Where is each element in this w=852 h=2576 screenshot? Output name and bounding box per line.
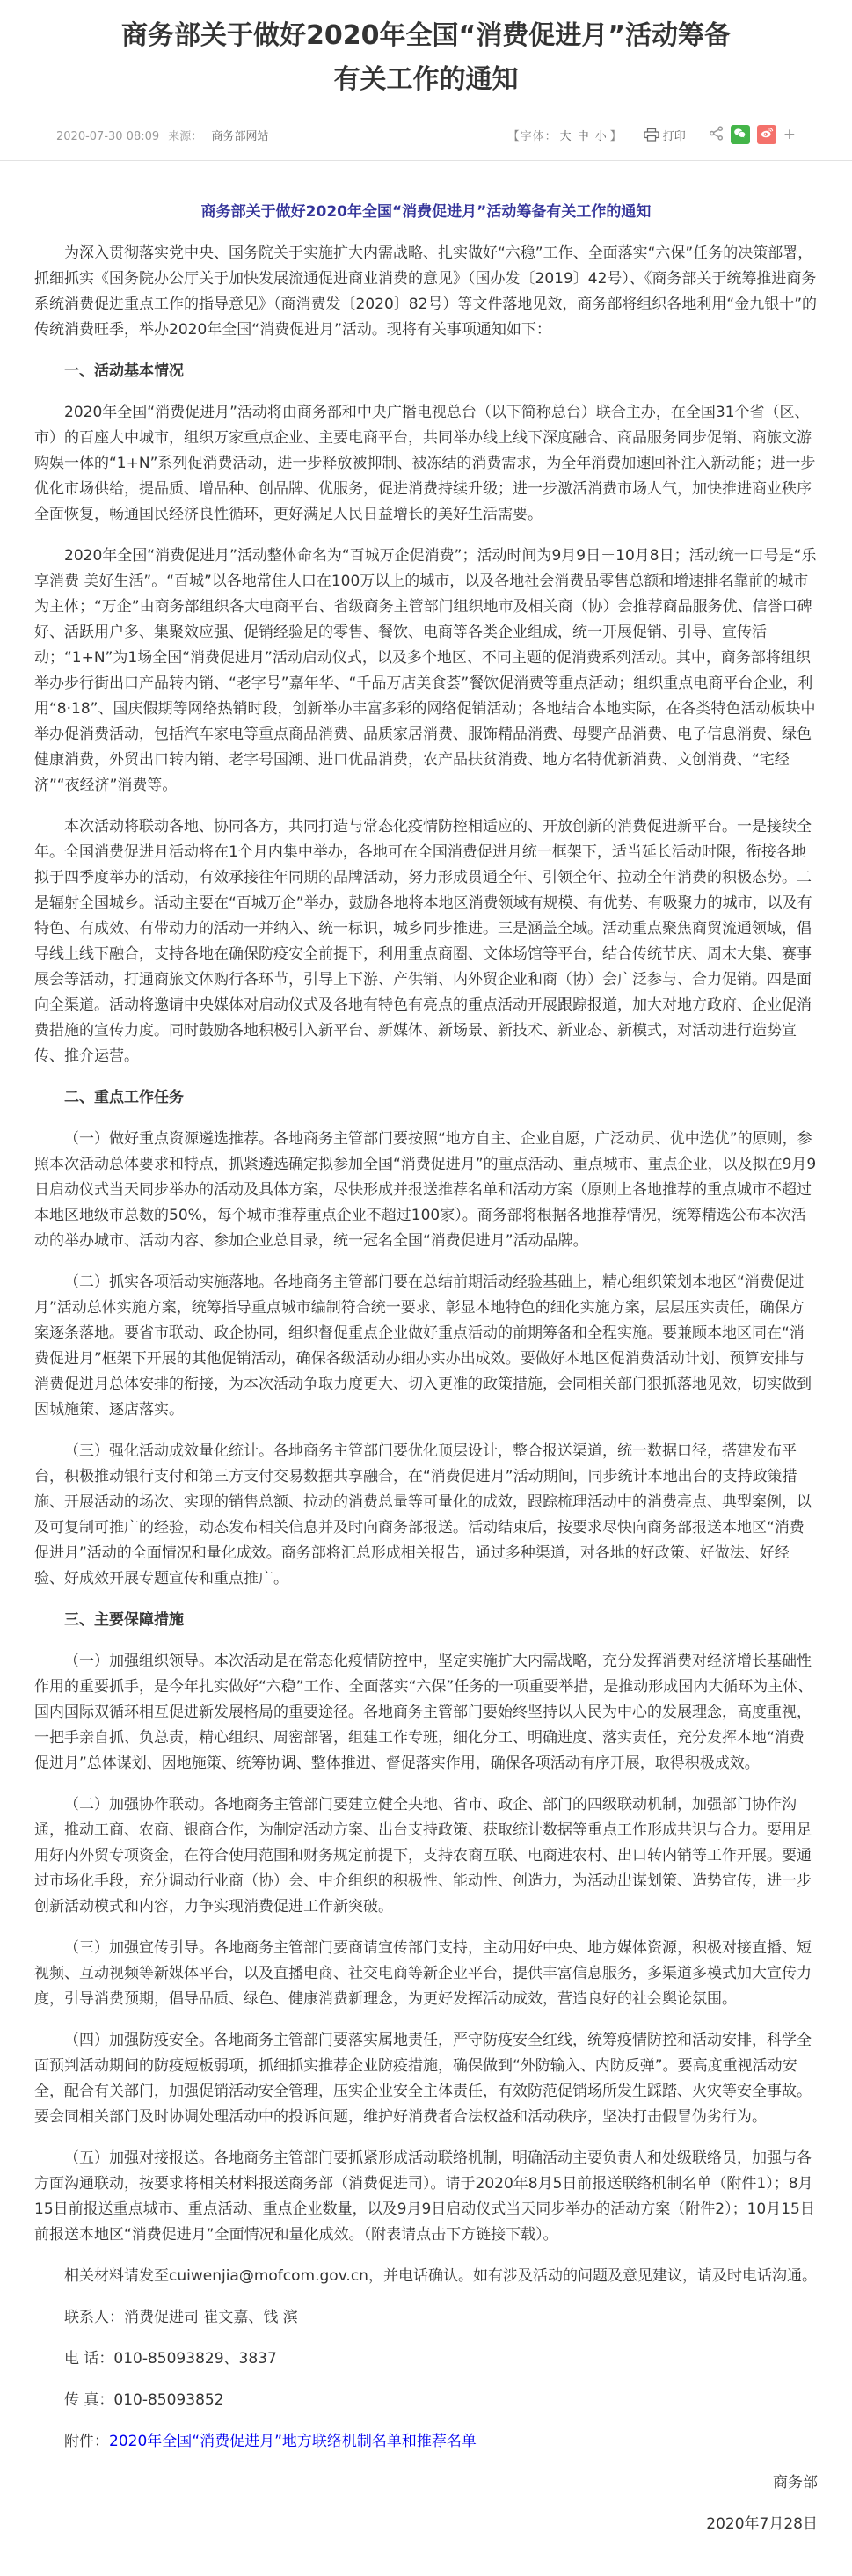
article-body	[0, 200, 852, 2576]
share-nodes-icon	[709, 126, 724, 144]
article-heading: 商务部关于做好2020年全国“消费促进月”活动筹备有关工作的通知	[200, 203, 652, 221]
wechat-share-button[interactable]	[731, 125, 750, 144]
wechat-icon	[732, 126, 747, 144]
meta-right	[508, 125, 796, 144]
print-button[interactable]	[644, 127, 686, 143]
signature-date: 2020年7月28日	[706, 2515, 818, 2533]
font-large-button[interactable]: 大	[559, 129, 572, 143]
attachment-label: 附件：	[64, 2433, 109, 2450]
meta-bar	[0, 102, 852, 144]
weibo-share-button[interactable]	[757, 125, 776, 144]
contact-person-line: 联系人：消费促进司 崔文嘉、钱 滨	[64, 2309, 298, 2326]
font-size-control	[508, 127, 623, 143]
section-heading-2: 二、重点工作任务	[64, 1089, 184, 1106]
source-label: 来源：	[168, 129, 203, 143]
print-label: 打印	[662, 129, 686, 143]
attachment-line	[34, 2429, 818, 2455]
signature-org: 商务部	[773, 2474, 818, 2492]
paragraph: 2020年全国“消费促进月”活动将由商务部和中央广播电视总台（以下简称总台）联合主办，在全国31个省（区、市）的百座大中城市，组织万家重点企业、主要电商平台，共同举办线上线下深度融合、商品服务同步促销、商旅文游购娱一体的“1+N”系列促消费活动，进一步释放被抑制、被冻结的消费需求，为全年消费加速回补注入新动能；进一步优化市场供给，提品质、增品种、创品牌、优服务，促进消费持续升级；进一步激活消费市场人气，加快推进商业秩序全面恢复，畅通国民经济良性循环，更好满足人民日益增长的美好生活需要。	[34, 404, 816, 523]
paragraph: （一）加强组织领导。本次活动是在常态化疫情防控中，坚定实施扩大内需战略，充分发挥消费对经济增长基础性作用的重要抓手，是今年扎实做好“六稳”工作、全面落实“六保”任务的一项重要举措，是推动形成国内大循环为主体、国内国际双循环相互促进新发展格局的重要途径。各地商务主管部门要始终坚持以人民为中心的发展理念，高度重视，一把手亲自抓、负总责，精心组织、周密部署，组建工作专班，细化分工、明确进度、落实责任，充分发挥本地“消费促进月”总体谋划、因地施策、统筹协调、整体推进、督促落实作用，确保各项活动有序开展，取得积极成效。	[34, 1653, 813, 1772]
meta-left	[56, 127, 273, 143]
paragraph-intro: 为深入贯彻落实党中央、国务院关于实施扩大内需战略、扎实做好“六稳”工作、全面落实“六保”任务的决策部署，抓细抓实《国务院办公厅关于加快发展流通促进商业消费的意见》（国办发〔2019〕42号）、《商务部关于统筹推进商务系统消费促进重点工作的指导意见》（商消费发〔2020〕82号）等文件落地见效，商务部将组织各地利用“金九银十”的传统消费旺季，举办2020年全国“消费促进月”活动。现将有关事项通知如下：	[34, 244, 818, 339]
contact-phone-line: 电 话：010-85093829、3837	[64, 2350, 277, 2368]
contact-email-line: 相关材料请发至cuiwenjia@mofcom.gov.cn，并电话确认。如有涉及活动的问题及意见建议，请及时电话沟通。	[64, 2267, 817, 2285]
font-label-close: 】	[609, 129, 623, 143]
paragraph: 本次活动将联动各地、协同各方，共同打造与常态化疫情防控相适应的、开放创新的消费促进新平台。一是接续全年。全国消费促进月活动将在1个月内集中举办，各地可在全国消费促进月统一框架下，适当延长活动时限，衔接各地拟于四季度举办的活动，有效承接往年同期的品牌活动，努力形成贯通全年、引领全年、拉动全年消费的积极态势。二是辐射全国城乡。活动主要在“百城万企”举办，鼓励各地将本地区消费领域有规模、有优势、有吸聚力的城市，以及有特色、有成效、有带动力的活动一并纳入、统一标识，城乡同步推进。三是涵盖全域。活动重点聚焦商贸流通领域，倡导线上线下融合，支持各地在确保防疫安全前提下，利用重点商圈、文体场馆等平台，结合传统节庆、周末大集、赛事展会等活动，打通商旅文体购行各环节，引导上下游、产供销、内外贸企业和商（协）会广泛参与、合力促销。四是面向全渠道。活动将邀请中央媒体对启动仪式及各地有特色有亮点的重点活动开展跟踪报道，加大对地方政府、企业促消费措施的宣传力度。同时鼓励各地积极引入新平台、新媒体、新场景、新技术、新业态、新模式，对活动进行造势宣传、推介运营。	[34, 818, 812, 1065]
share-buttons	[709, 125, 796, 144]
paragraph: （三）加强宣传引导。各地商务主管部门要商请宣传部门支持，主动用好中央、地方媒体资源，积极对接直播、短视频、互动视频等新媒体平台，以及直播电商、社交电商等新企业平台，提供丰富信息服务，多渠道多模式加大宣传力度，引导消费预期，倡导品质、绿色、健康消费新理念，为更好发挥活动成效，营造良好的社会舆论氛围。	[34, 1939, 812, 2008]
paragraph: 2020年全国“消费促进月”活动整体命名为“百城万企促消费”；活动时间为9月9日－10月8日；活动统一口号是“乐享消费 美好生活”。“百城”以各地常住人口在100万以上的城市，以及各地社会消费品零售总额和增速排名靠前的城市为主体；“万企”由商务部组织各大电商平台、省级商务主管部门组织地市及相关商（协）会推荐商品服务优、信誉口碑好、活跃用户多、集聚效应强、促销经验足的零售、餐饮、电商等各类企业组成，统一开展促销、引导、宣传活动；“1+N”为1场全国“消费促进月”活动启动仪式，以及多个地区、不同主题的促消费系列活动。其中，商务部将组织举办步行街出口产品转内销、“老字号”嘉年华、“千品万店美食荟”餐饮促消费等重点活动；组织重点电商平台企业，利用“8·18”、国庆假期等网络热销时段，创新举办丰富多彩的网络促销活动；各地结合本地实际，在各类特色活动板块中举办促消费活动，包括汽车家电等重点商品消费、品质家居消费、服饰精品消费、母婴产品消费、电子信息消费、绿色健康消费，外贸出口转内销、老字号国潮、进口优品消费，农产品扶贫消费、地方名特优新消费、文创消费、“宅经济”“夜经济”消费等。	[34, 547, 817, 794]
attachment-link[interactable]: 2020年全国“消费促进月”地方联络机制名单和推荐名单	[109, 2433, 477, 2450]
font-label: 【字体：	[507, 129, 557, 143]
printer-icon	[644, 128, 659, 142]
paragraph: （三）强化活动成效量化统计。各地商务主管部门要优化顶层设计，整合报送渠道，统一数据口径，搭建发布平台，积极推动银行支付和第三方支付交易数据共享融合，在“消费促进月”活动期间，同步统计本地出台的支持政策措施、开展活动的场次、实现的销售总额、拉动的消费总量等可量化的成效，跟踪梳理活动中的消费亮点、典型案例，以及可复制可推广的经验，动态发布相关信息并及时向商务部报送。活动结束后，按要求尽快向商务部报送本地区“消费促进月”活动的全面情况和量化成效。商务部将汇总形成相关报告，通过多种渠道，对各地的好政策、好做法、好经验、好成效开展专题宣传和重点推广。	[34, 1442, 812, 1587]
paragraph: （一）做好重点资源遴选推荐。各地商务主管部门要按照“地方自主、企业自愿，广泛动员、优中选优”的原则，参照本次活动总体要求和特点，抓紧遴选确定拟参加全国“消费促进月”的重点活动、重点城市、重点企业，以及拟在9月9日启动仪式当天同步举办的活动及具体方案，尽快形成并报送推荐名单和活动方案（原则上各地推荐的重点城市不超过本地区地级市总数的50%，每个城市推荐重点企业不超过100家）。商务部将根据各地推荐情况，统筹精选公布本次活动的举办城市、活动内容、参加企业总目录，统一冠名全国“消费促进月”活动品牌。	[34, 1130, 817, 1250]
font-medium-button[interactable]: 中	[577, 129, 590, 143]
page-header	[0, 0, 852, 161]
section-heading-1: 一、活动基本情况	[64, 362, 184, 380]
share-button[interactable]	[709, 126, 724, 144]
more-share-button[interactable]: +	[783, 126, 796, 143]
section-heading-3: 三、主要保障措施	[64, 1611, 184, 1629]
paragraph: （五）加强对接报送。各地商务主管部门要抓紧形成活动联络机制，明确活动主要负责人和处级联络员，加强与各方面沟通联动，按要求将相关材料报送商务部（消费促进司）。请于2020年8月5日前报送联络机制名单（附件1）；8月15日前报送重点城市、重点活动、重点企业数量，以及9月9日启动仪式当天同步举办的活动方案（附件2）；10月15日前报送本地区“消费促进月”全面情况和量化成效。（附表请点击下方链接下载）。	[34, 2149, 815, 2244]
paragraph: （二）加强协作联动。各地商务主管部门要建立健全央地、省市、政企、部门的四级联动机制，加强部门协作沟通，推动工商、农商、银商合作，为制定活动方案、出台支持政策、获取统计数据等重点工作形成共识与合力。要用足用好内外贸专项资金，在符合使用范围和财务规定前提下，支持农商互联、电商进农村、出口转内销等工作开展。要通过市场化手段，充分调动行业商（协）会、中介组织的积极性、能动性、创造力，为活动出谋划策、造势宣传，进一步创新活动模式和内容，力争实现消费促进工作新突破。	[34, 1796, 812, 1916]
source-value: 商务部网站	[211, 129, 269, 143]
publish-datetime: 2020-07-30 08:09	[56, 129, 160, 143]
font-small-button[interactable]: 小	[594, 129, 608, 143]
paragraph: （二）抓实各项活动实施落地。各地商务主管部门要在总结前期活动经验基础上，精心组织策划本地区“消费促进月”活动总体实施方案，统筹指导重点城市编制符合统一要求、彰显本地特色的细化实施方案，层层压实责任，确保方案逐条落地。要省市联动、政企协同，组织督促重点企业做好重点活动的前期筹备和全程实施。要兼顾本地区同在“消费促进月”框架下开展的其他促销活动，确保各级活动办细办实办出成效。要做好本地区促消费活动计划、预算安排与消费促进月总体安排的衔接，为本次活动争取力度更大、切入更准的政策措施，会同相关部门狠抓落地见效，切实做到因城施策、逐店落实。	[34, 1273, 812, 1419]
contact-fax-line: 传 真：010-85093852	[64, 2391, 224, 2409]
paragraph: （四）加强防疫安全。各地商务主管部门要落实属地责任，严守防疫安全红线，统筹疫情防控和活动安排，科学全面预判活动期间的防疫短板弱项，抓细抓实推荐企业防疫措施，确保做到“外防输入、内防反弹”。要高度重视活动安全，配合有关部门，加强促销活动安全管理，压实企业安全主体责任，有效防范促销场所发生踩踏、火灾等安全事故。要会同相关部门及时协调处理活动中的投诉问题，维护好消费者合法权益和活动秩序，坚决打击假冒伪劣行为。	[34, 2032, 812, 2126]
weibo-icon	[759, 125, 775, 144]
page-title: 商务部关于做好2020年全国“消费促进月”活动筹备有关工作的通知	[121, 20, 731, 95]
